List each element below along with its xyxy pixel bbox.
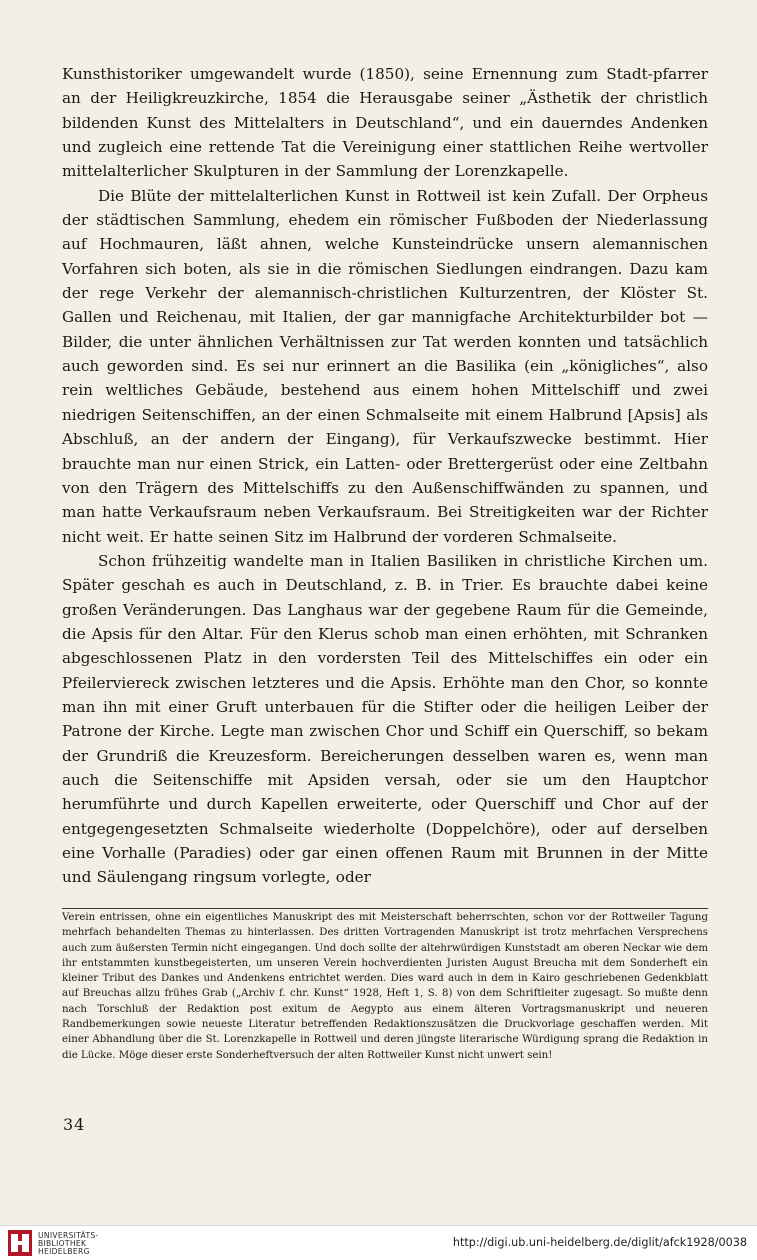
library-name[interactable] xyxy=(38,1232,99,1257)
paragraph-1: Kunsthistoriker umgewandelt wurde (1850), seine Ernennung zum Stadt-pfarrer an der Heiligkreuzkirche, 1854 die Herausgabe seiner „Ästhetik der christlich bildenden Kunst des Mittelalters in Deutschland“, und ein dauerndes Andenken und zugleich eine rettende Tat die Vereinigung einer stattlichen Reihe wertvoller mittelalterlicher Skulpturen in der Sammlung der Lorenzkapelle. xyxy=(62,65,708,181)
library-name-line: HEIDELBERG xyxy=(38,1247,90,1257)
library-name-line: BIBLIOTHEK xyxy=(38,1239,87,1249)
footer-bar xyxy=(0,1225,757,1260)
page-number: 34 xyxy=(63,1115,86,1134)
library-name-line: UNIVERSITÄTS- xyxy=(38,1231,99,1240)
footnote-divider xyxy=(62,908,708,909)
paragraph-3: Schon frühzeitig wandelte man in Italien Basiliken in christliche Kirchen um. Später geschah es auch in Deutschland, z. B. in Trier. Es brauchte dabei keine großen Veränderungen. Das Langhaus war der gegebene Raum für die Gemeinde, die Apsis für den Altar. Für den Klerus schob man einen erhöhten, mit Schranken abgeschlossenen Platz in den vordersten Teil des Mittelschiffes ein oder ein Pfeilerviereck zwischen letzteres und die Apsis. Erhöhte man den Chor, so konnte man ihn mit einer Gruft unterbauen für die Stifter oder die heiligen Leiber der Patrone der Kirche. Legte man zwischen Chor und Schiff ein Querschiff, so bekam der Grundriß die Kreuzesform. Bereicherungen desselben waren es, wenn man auch die Seitenschiffe mit Apsiden versah, oder sie um den Hauptchor herumführte und durch Kapellen erweiterte, oder Querschiff und Chor auf der entgegengesetzten Schmalseite wiederholte (Doppelchöre), oder auf derselben eine Vorhalle (Paradies) oder gar einen offenen Raum mit Brunnen in der Mitte und Säulengang ringsum vorlegte, oder xyxy=(62,551,708,887)
paragraph-2: Die Blüte der mittelalterlichen Kunst in Rottweil ist kein Zufall. Der Orpheus der städtischen Sammlung, ehedem ein römischer Fußboden der Niederlassung auf Hochmauren, läßt ahnen, welche Kunsteindrücke unsern alemannischen Vorfahren sich boten, als sie in die römischen Siedlungen eindrangen. Dazu kam der rege Verkehr der alemannisch-christlichen Kulturzentren, der Klöster St. Gallen und Reichenau, mit Italien, der gar mannigfache Architekturbilder bot — Bilder, die unter ähnlichen Verhältnissen zur Tat werden konnten und tatsächlich auch geworden sind. Es sei nur erinnert an die Basilika (ein „königliches“, also rein weltliches Gebäude, bestehend aus einem hohen Mittelschiff und zwei niedrigen Seitenschiffen, an der einen Schmalseite mit einem Halbrund [Apsis] als Abschluß, an der andern der Eingang), für Verkaufszwecke bestimmt. Hier brauchte man nur einen Strick, ein Latten- oder Brettergerüst oder eine Zeltbahn von den Trägern des Mittelschiffs zu den Außenschiffwänden zu spannen, und man hatte Verkaufsraum neben Verkaufsraum. Bei Streitigkeiten war der Richter nicht weit. Er hatte seinen Sitz im Halbrund der vorderen Schmalseite. xyxy=(62,186,708,546)
main-text xyxy=(62,62,708,890)
university-library-logo-icon[interactable] xyxy=(8,1230,32,1256)
source-url-link[interactable]: http://digi.ub.uni-heidelberg.de/diglit/afck1928/0038 xyxy=(452,1236,747,1249)
footnote: Verein entrissen, ohne ein eigentliches Manuskript des mit Meisterschaft beherrschten, schon vor der Rottweiler Tagung mehrfach behandelten Themas zu hinterlassen. Des dritten Vortragenden Manuskript ist trotz mehrfachen Versprechens auch zum äußersten Termin nicht eingegangen. Und doch sollte der altehrwürdigen Kunststadt am oberen Neckar wie dem ihr entstammten kunstbegeisterten, um unseren Verein hochverdienten Juristen August Breucha mit dem Sonderheft ein kleiner Tribut des Dankes und Andenkens entrichtet werden. Dies ward auch in dem in Kairo geschriebenen Gedenkblatt auf Breuchas allzu frühes Grab („Archiv f. chr. Kunst“ 1928, Heft 1, S. 8) von dem Schriftleiter zugesagt. So mußte denn nach Torschluß der Redaktion post exitum de Aegypto aus einem älteren Vortragsmanuskript und neueren Randbemerkungen sowie neueste Literatur betreffenden Redaktionszusätzen die Druckvorlage geschaffen werden. Mit einer Abhandlung über die St. Lorenzkapelle in Rottweil und deren jüngste literarische Würdigung sprang die Redaktion in die Lücke. Möge dieser erste Sonderheftversuch der alten Rottweiler Kunst nicht unwert sein! xyxy=(62,912,708,1061)
